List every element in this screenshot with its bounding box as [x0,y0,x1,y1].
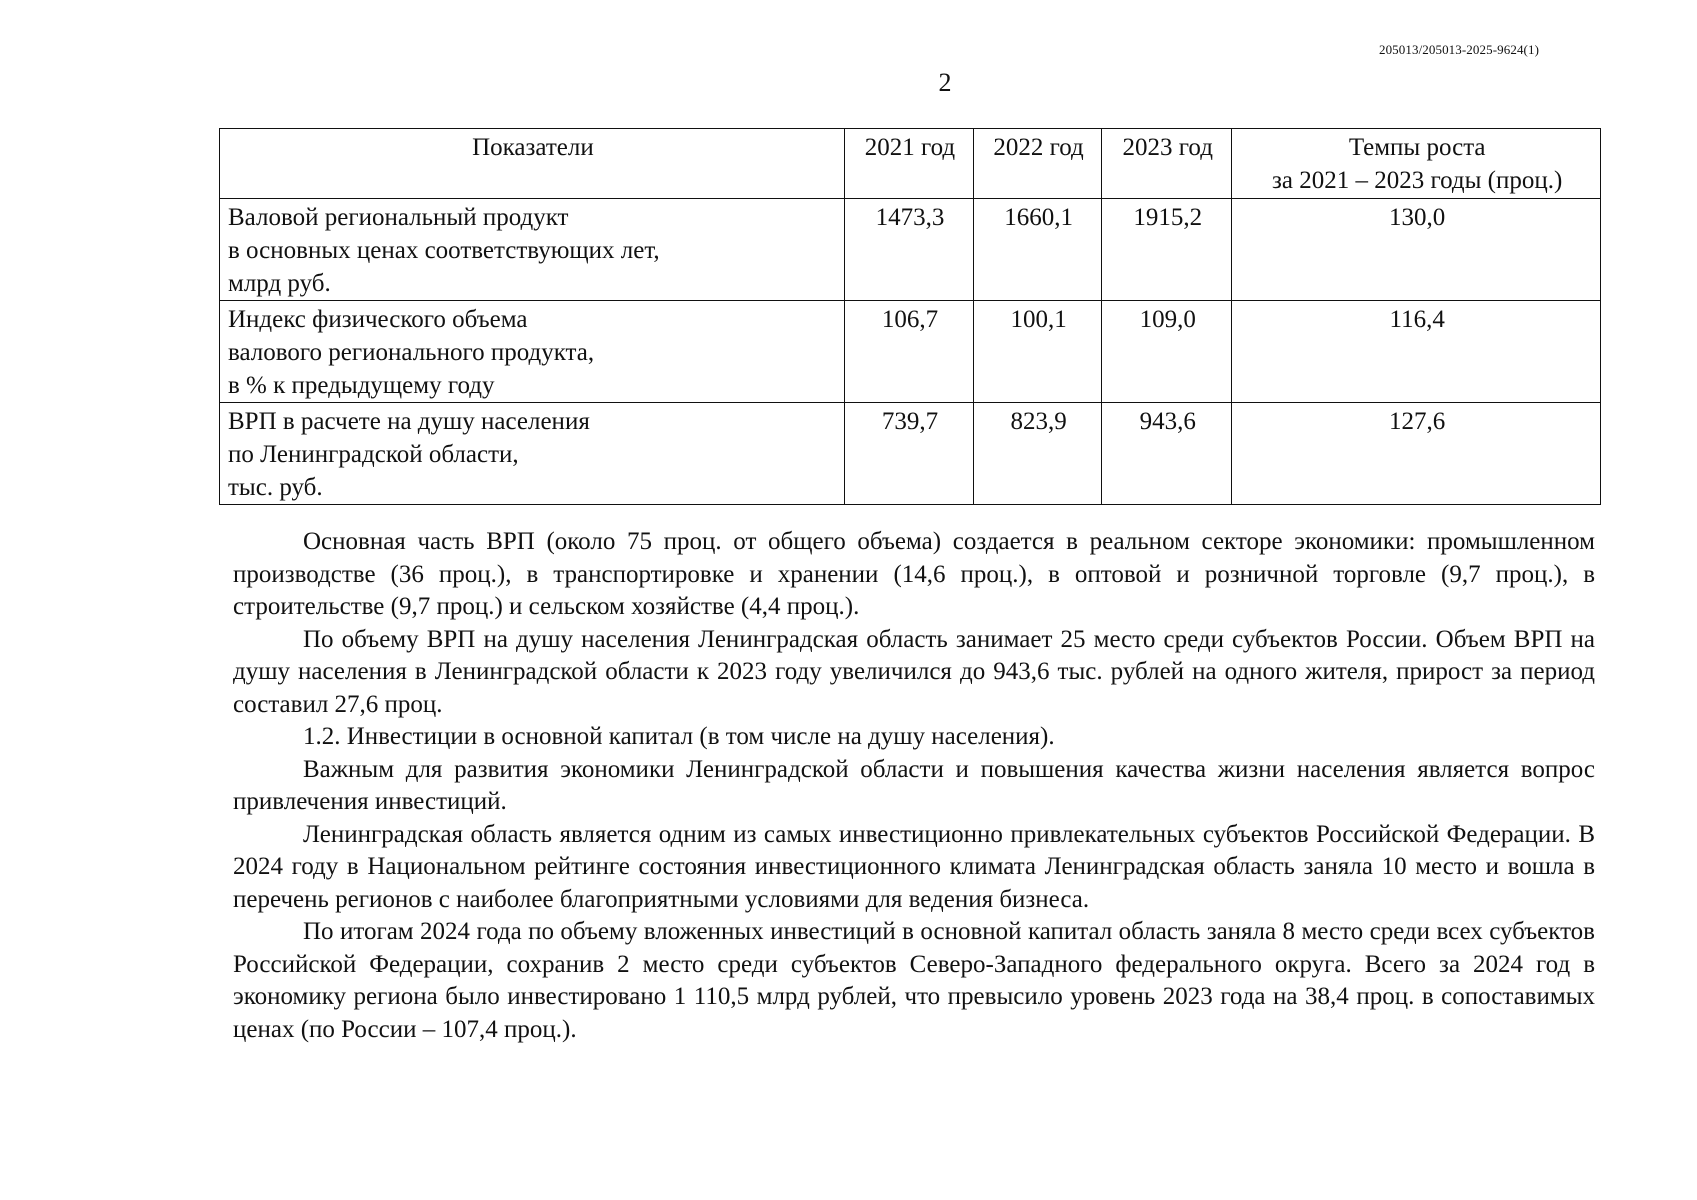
page-number: 2 [938,68,952,97]
paragraph: По итогам 2024 года по объему вложенных инвестиций в основной капитал область заняла 8 место среди всех субъектов Российской Федерации, сохранив 2 место среди субъектов Северо-Западного федерального округа. Всего за 2024 год в экономику региона было инвестировано 1 110,5 млрд рублей, что превысило уровень 2023 года на 38,4 проц. в сопоставимых ценах (по России – 107,4 проц.). [233,918,1595,1043]
table-row [220,199,1601,301]
table-row [220,403,1601,505]
section-heading: 1.2. Инвестиции в основной капитал (в том числе на душу населения). [303,723,1055,750]
cell-2022: 100,1 [974,301,1102,403]
header-growth-rate-line1: Темпы роста [1348,134,1486,161]
body-text [233,526,1595,1046]
row-label-line: по Ленинградской области, [228,441,519,468]
table-header-row [220,129,1601,199]
cell-2023: 109,0 [1102,301,1232,403]
row-label-line: ВРП в расчете на душу населения [228,408,590,435]
row-label [220,403,845,505]
indicators-table [219,128,1601,505]
cell-growth-rate: 130,0 [1232,199,1601,301]
row-label-line: Валовой региональный продукт [228,204,569,231]
cell-growth-rate: 127,6 [1232,403,1601,505]
row-label-line: в основных ценах соответствующих лет, [228,237,660,264]
cell-2021: 106,7 [844,301,973,403]
header-2022: 2022 год [974,129,1102,199]
row-label-line: млрд руб. [228,270,331,297]
row-label [220,199,845,301]
row-label-line: в % к предыдущему году [228,372,495,399]
header-2023: 2023 год [1102,129,1232,199]
cell-2022: 823,9 [974,403,1102,505]
document-id: 205013/205013-2025-9624(1) [1378,42,1539,57]
cell-2021: 1473,3 [844,199,973,301]
header-2021: 2021 год [844,129,973,199]
table-row [220,301,1601,403]
row-label-line: валового регионального продукта, [228,339,595,366]
paragraph: По объему ВРП на душу населения Ленинградская область занимает 25 место среди субъектов России. Объем ВРП на душу населения в Ленинградской области к 2023 году увеличился до 943,6 тыс. рублей на одного жителя, прирост за период составил 27,6 проц. [233,625,1595,718]
cell-2021: 739,7 [844,403,973,505]
cell-2023: 943,6 [1102,403,1232,505]
row-label-line: тыс. руб. [228,474,323,501]
row-label-line: Индекс физического объема [228,306,528,333]
cell-growth-rate: 116,4 [1232,301,1601,403]
cell-2022: 1660,1 [974,199,1102,301]
paragraph: Основная часть ВРП (около 75 проц. от общего объема) создается в реальном секторе экономики: промышленном производстве (36 проц.), в транспортировке и хранении (14,6 проц.), в оптовой и розничной торговле (9,7 проц.), в строительстве (9,7 проц.) и сельском хозяйстве (4,4 проц.). [233,528,1595,620]
header-indicator: Показатели [220,129,845,199]
header-growth-rate [1232,129,1601,199]
paragraph: Важным для развития экономики Ленинградской области и повышения качества жизни населения является вопрос привлечения инвестиций. [233,755,1595,815]
paragraph: Ленинградская область является одним из самых инвестиционно привлекательных субъектов Российской Федерации. В 2024 году в Национальном рейтинге состояния инвестиционного климата Ленинградская область заняла 10 место и вошла в перечень регионов с наиболее благоприятными условиями для ведения бизнеса. [233,820,1595,913]
cell-2023: 1915,2 [1102,199,1232,301]
row-label [220,301,845,403]
header-growth-rate-line2: за 2021 – 2023 годы (проц.) [1272,167,1563,194]
